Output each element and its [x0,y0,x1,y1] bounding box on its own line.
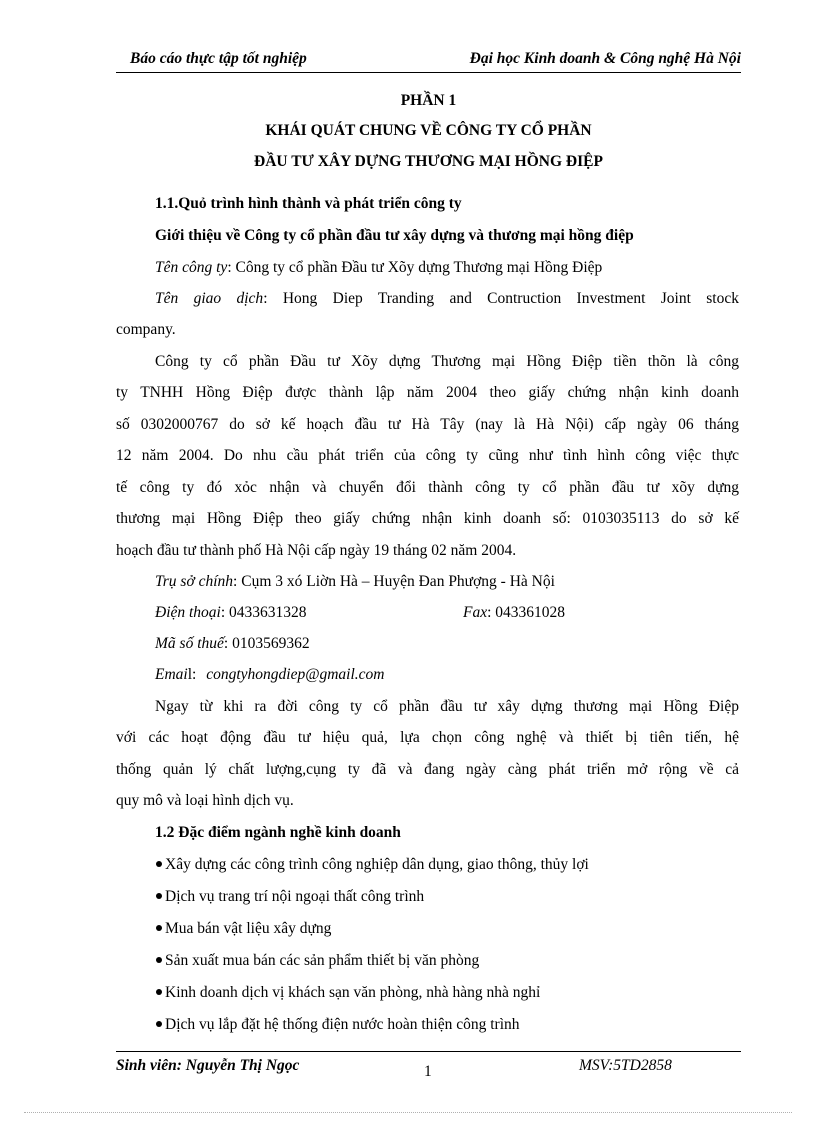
history-line: ty TNHH Hồng Điệp được thành lập năm 2004 theo giấy chứng nhận kinh doanh [116,384,739,401]
footer-rule [116,1051,741,1052]
growth-line: với các hoạt động đầu tư hiệu quả, lựa chọn công nghệ và thiết bị tiên tiến, hệ [116,729,739,746]
growth-line: Ngay từ khi ra đời công ty cổ phần đầu tư xây dựng thương mại Hồng Điệp [155,698,739,715]
bullet-icon [156,925,162,931]
trade-name-row [155,290,739,308]
title-line-2: ĐẦU TƯ XÂY DỰNG THƯƠNG MẠI HỒNG ĐIỆP [254,153,603,170]
section-1-1-heading: 1.1.Quỏ trình hình thành và phát triển công ty [155,195,462,212]
hq-value: : Cụm 3 xó Liờn Hà – Huyện Đan Phượng - Hà Nội [233,573,555,590]
company-name-value: : Công ty cổ phần Đầu tư Xõy dựng Thương mại Hồng Điệp [227,259,603,276]
hq-row [155,573,555,591]
section-1-2-heading: 1.2 Đặc điểm ngành nghề kinh doanh [155,824,401,841]
list-item: Xây dựng các công trình công nghiệp dân dụng, giao thông, thủy lợi [155,856,589,874]
history-line: số 0302000767 do sở kế hoạch đầu tư Hà Tây (nay là Hà Nội) cấp ngày 06 tháng [116,416,739,433]
page-number: 1 [424,1063,432,1080]
title-line-1: KHÁI QUÁT CHUNG VỀ CÔNG TY CỔ PHẦN [265,122,592,139]
phone-label: Điện thoại [155,604,221,621]
fax-row [463,604,565,622]
fax-label: Fax [463,604,488,621]
hq-label: Trụ sở chính [155,573,234,590]
trade-name-value: : Hong Diep Tranding and Contruction Investment Joint stock [263,290,739,307]
history-line: tế công ty đó xỏc nhận và chuyển đổi thành công ty cổ phần đầu tư xõy dựng [116,479,739,496]
phone-row [155,604,307,622]
bullet-icon [156,1021,162,1027]
growth-line-last: quy mô và loại hình dịch vụ. [116,792,294,809]
page-edge-divider [24,1112,792,1113]
header-left: Báo cáo thực tập tốt nghiệp [130,50,307,67]
history-line: thương mại Hồng Điệp theo giấy chứng nhận kinh doanh số: 0103035113 do sở kế [116,510,739,527]
tax-row [155,635,310,653]
list-item: Dịch vụ lắp đặt hệ thống điện nước hoàn thiện công trình [155,1016,520,1034]
growth-line: thống quản lý chất lượng,cụng ty đã và đang ngày càng phát triển mở rộng về cả [116,761,739,778]
history-line: 12 năm 2004. Do nhu cầu phát triển của công ty cũng như tình hình công việc thực [116,447,739,464]
history-line-last: hoạch đầu tư thành phố Hà Nội cấp ngày 19 tháng 02 năm 2004. [116,542,517,559]
history-line: Công ty cổ phần Đầu tư Xõy dựng Thương mại Hồng Điệp tiền thõn là công [155,353,739,370]
bullet-icon [156,893,162,899]
email-label: Emai [155,666,188,683]
list-item: Mua bán vật liệu xây dựng [155,920,331,938]
footer-student: Sinh viên: Nguyễn Thị Ngọc [116,1057,300,1074]
footer-msv: MSV:5TD2858 [579,1057,672,1074]
list-item: Kinh doanh dịch vị khách sạn văn phòng, nhà hàng nhà nghỉ [155,984,540,1002]
bullet-icon [156,989,162,995]
company-name-label: Tên công ty [155,259,228,276]
tax-label: Mã số thuế [155,635,224,652]
email-row [155,666,384,684]
section-1-1-subheading: Giới thiệu về Công ty cổ phần đầu tư xây dựng và thương mại hồng điệp [155,227,634,244]
trade-name-label: Tên giao dịch [155,290,264,307]
list-item: Dịch vụ trang trí nội ngoại thất công trình [155,888,424,906]
email-value: congtyhongdiep@gmail.com [206,666,385,683]
email-separator: l: [187,666,197,683]
header-right: Đại học Kinh doanh & Công nghệ Hà Nội [469,50,741,67]
part-title: PHẦN 1 [400,92,457,109]
fax-value: : 043361028 [487,604,566,621]
trade-name-continuation: company. [116,321,176,338]
phone-value: : 0433631328 [220,604,307,621]
header-rule [116,72,741,73]
company-name-row [155,259,602,277]
tax-value: : 0103569362 [223,635,310,652]
bullet-icon [156,861,162,867]
bullet-icon [156,957,162,963]
list-item: Sản xuất mua bán các sản phẩm thiết bị văn phòng [155,952,479,970]
